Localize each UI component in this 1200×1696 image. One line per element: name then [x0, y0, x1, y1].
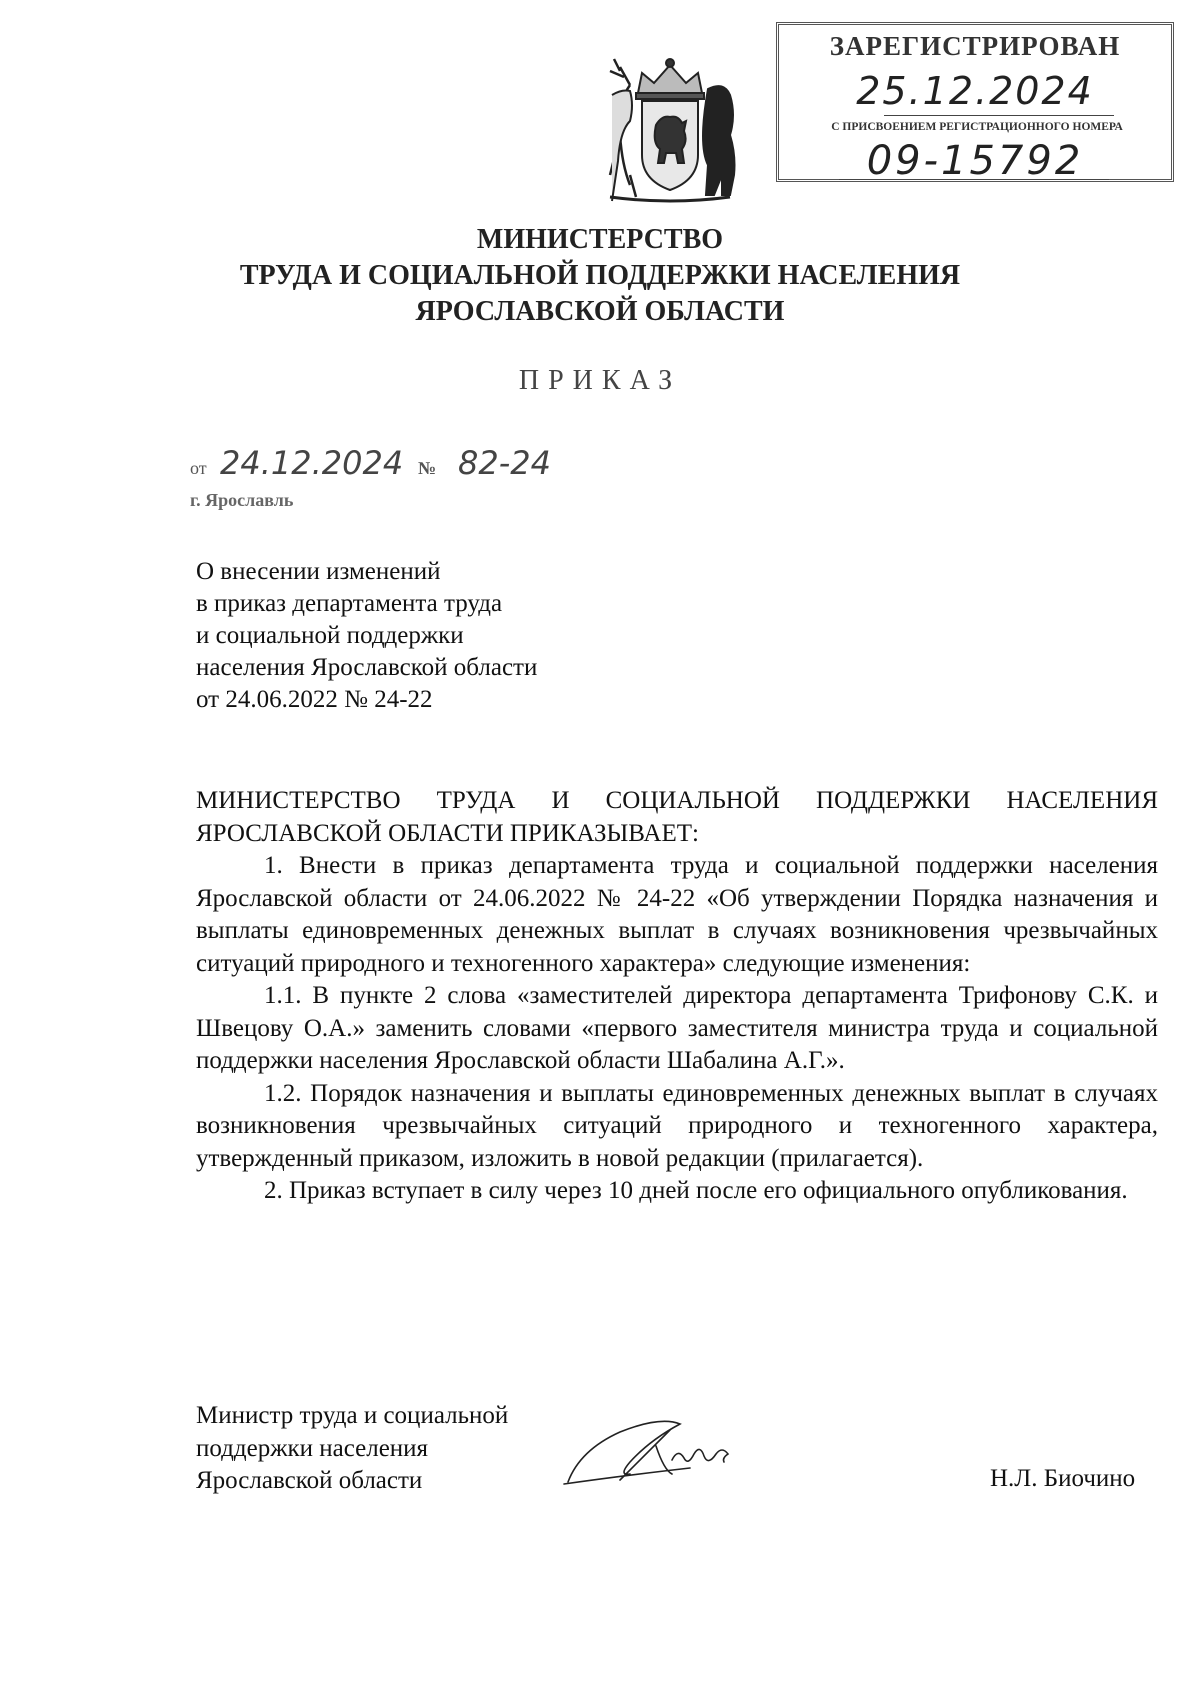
ministry-title-line3: ЯРОСЛАВСКОЙ ОБЛАСТИ [415, 296, 785, 327]
order-city: г. Ярославль [190, 490, 294, 510]
ministry-title-line2: ТРУДА И СОЦИАЛЬНОЙ ПОДДЕРЖКИ НАСЕЛЕНИЯ [239, 260, 961, 291]
handwritten-signature [560, 1410, 760, 1490]
body-paragraph-2: 2. Приказ вступает в силу через 10 дней после его официального опубликования. [264, 1177, 1128, 1204]
stamp-subtitle: С ПРИСВОЕНИЕМ РЕГИСТРАЦИОННОГО НОМЕРА [831, 121, 1123, 133]
subject-line: в приказ департамента труда [196, 590, 503, 617]
coat-of-arms-emblem [590, 55, 750, 205]
order-date: 24.12.2024 [220, 444, 404, 482]
signatory-title-line: Министр труда и социальной [196, 1402, 509, 1429]
order-number: 82-24 [458, 444, 551, 482]
document-type-title: ПРИКАЗ [518, 365, 682, 396]
subject-line: населения Ярославской области [196, 654, 538, 681]
subject-line: О внесении изменений [196, 558, 441, 585]
date-prefix: от [190, 458, 207, 478]
registration-stamp [776, 22, 1174, 182]
signatory-name: Н.Л. Биочино [990, 1465, 1136, 1492]
signatory-title-line: Ярославской области [196, 1467, 423, 1494]
stamp-date-underline [884, 115, 1114, 116]
subject-line: и социальной поддержки [196, 622, 464, 649]
stamp-number-underline [839, 179, 1109, 180]
body-paragraph-1-2: 1.2. Порядок назначения и выплаты единовременных денежных выплат в случаях возникновения чрезвычайных ситуаций природного и техногенного характера, утвержденный приказом, изложить в новой редакции (прилагается). [196, 1079, 1158, 1172]
body-preamble: МИНИСТЕРСТВО ТРУДА И СОЦИАЛЬНОЙ ПОДДЕРЖКИ НАСЕЛЕНИЯ ЯРОСЛАВСКОЙ ОБЛАСТИ ПРИКАЗЫВАЕТ: [196, 787, 1158, 847]
ministry-title-line1: МИНИСТЕРСТВО [476, 224, 724, 255]
stamp-title: ЗАРЕГИСТРИРОВАН [829, 31, 1121, 61]
order-subject [196, 556, 537, 716]
subject-line: от 24.06.2022 № 24-22 [196, 686, 433, 713]
number-prefix: № [418, 458, 437, 478]
signatory-title-line: поддержки населения [196, 1434, 429, 1462]
stamp-date: 25.12.2024 [856, 69, 1094, 113]
order-body [196, 785, 1158, 1208]
body-paragraph-1-1: 1.1. В пункте 2 слова «заместителей директора департамента Трифонову С.К. и Швецову О.А.» заменить словами «первого заместителя министра труда и социальной поддержки населения Ярославской области Шабалина А.Г.». [196, 982, 1158, 1074]
stamp-registration-number: 09-15792 [866, 138, 1084, 184]
signatory-title [196, 1400, 508, 1498]
body-paragraph-1: 1. Внести в приказ департамента труда и социальной поддержки населения Ярославской области от 24.06.2022 № 24-22 «Об утверждении Порядка назначения и выплаты единовременных денежных выплат в случаях возникновения чрезвычайных ситуаций природного и техногенного характера» следующие изменения: [196, 852, 1158, 977]
